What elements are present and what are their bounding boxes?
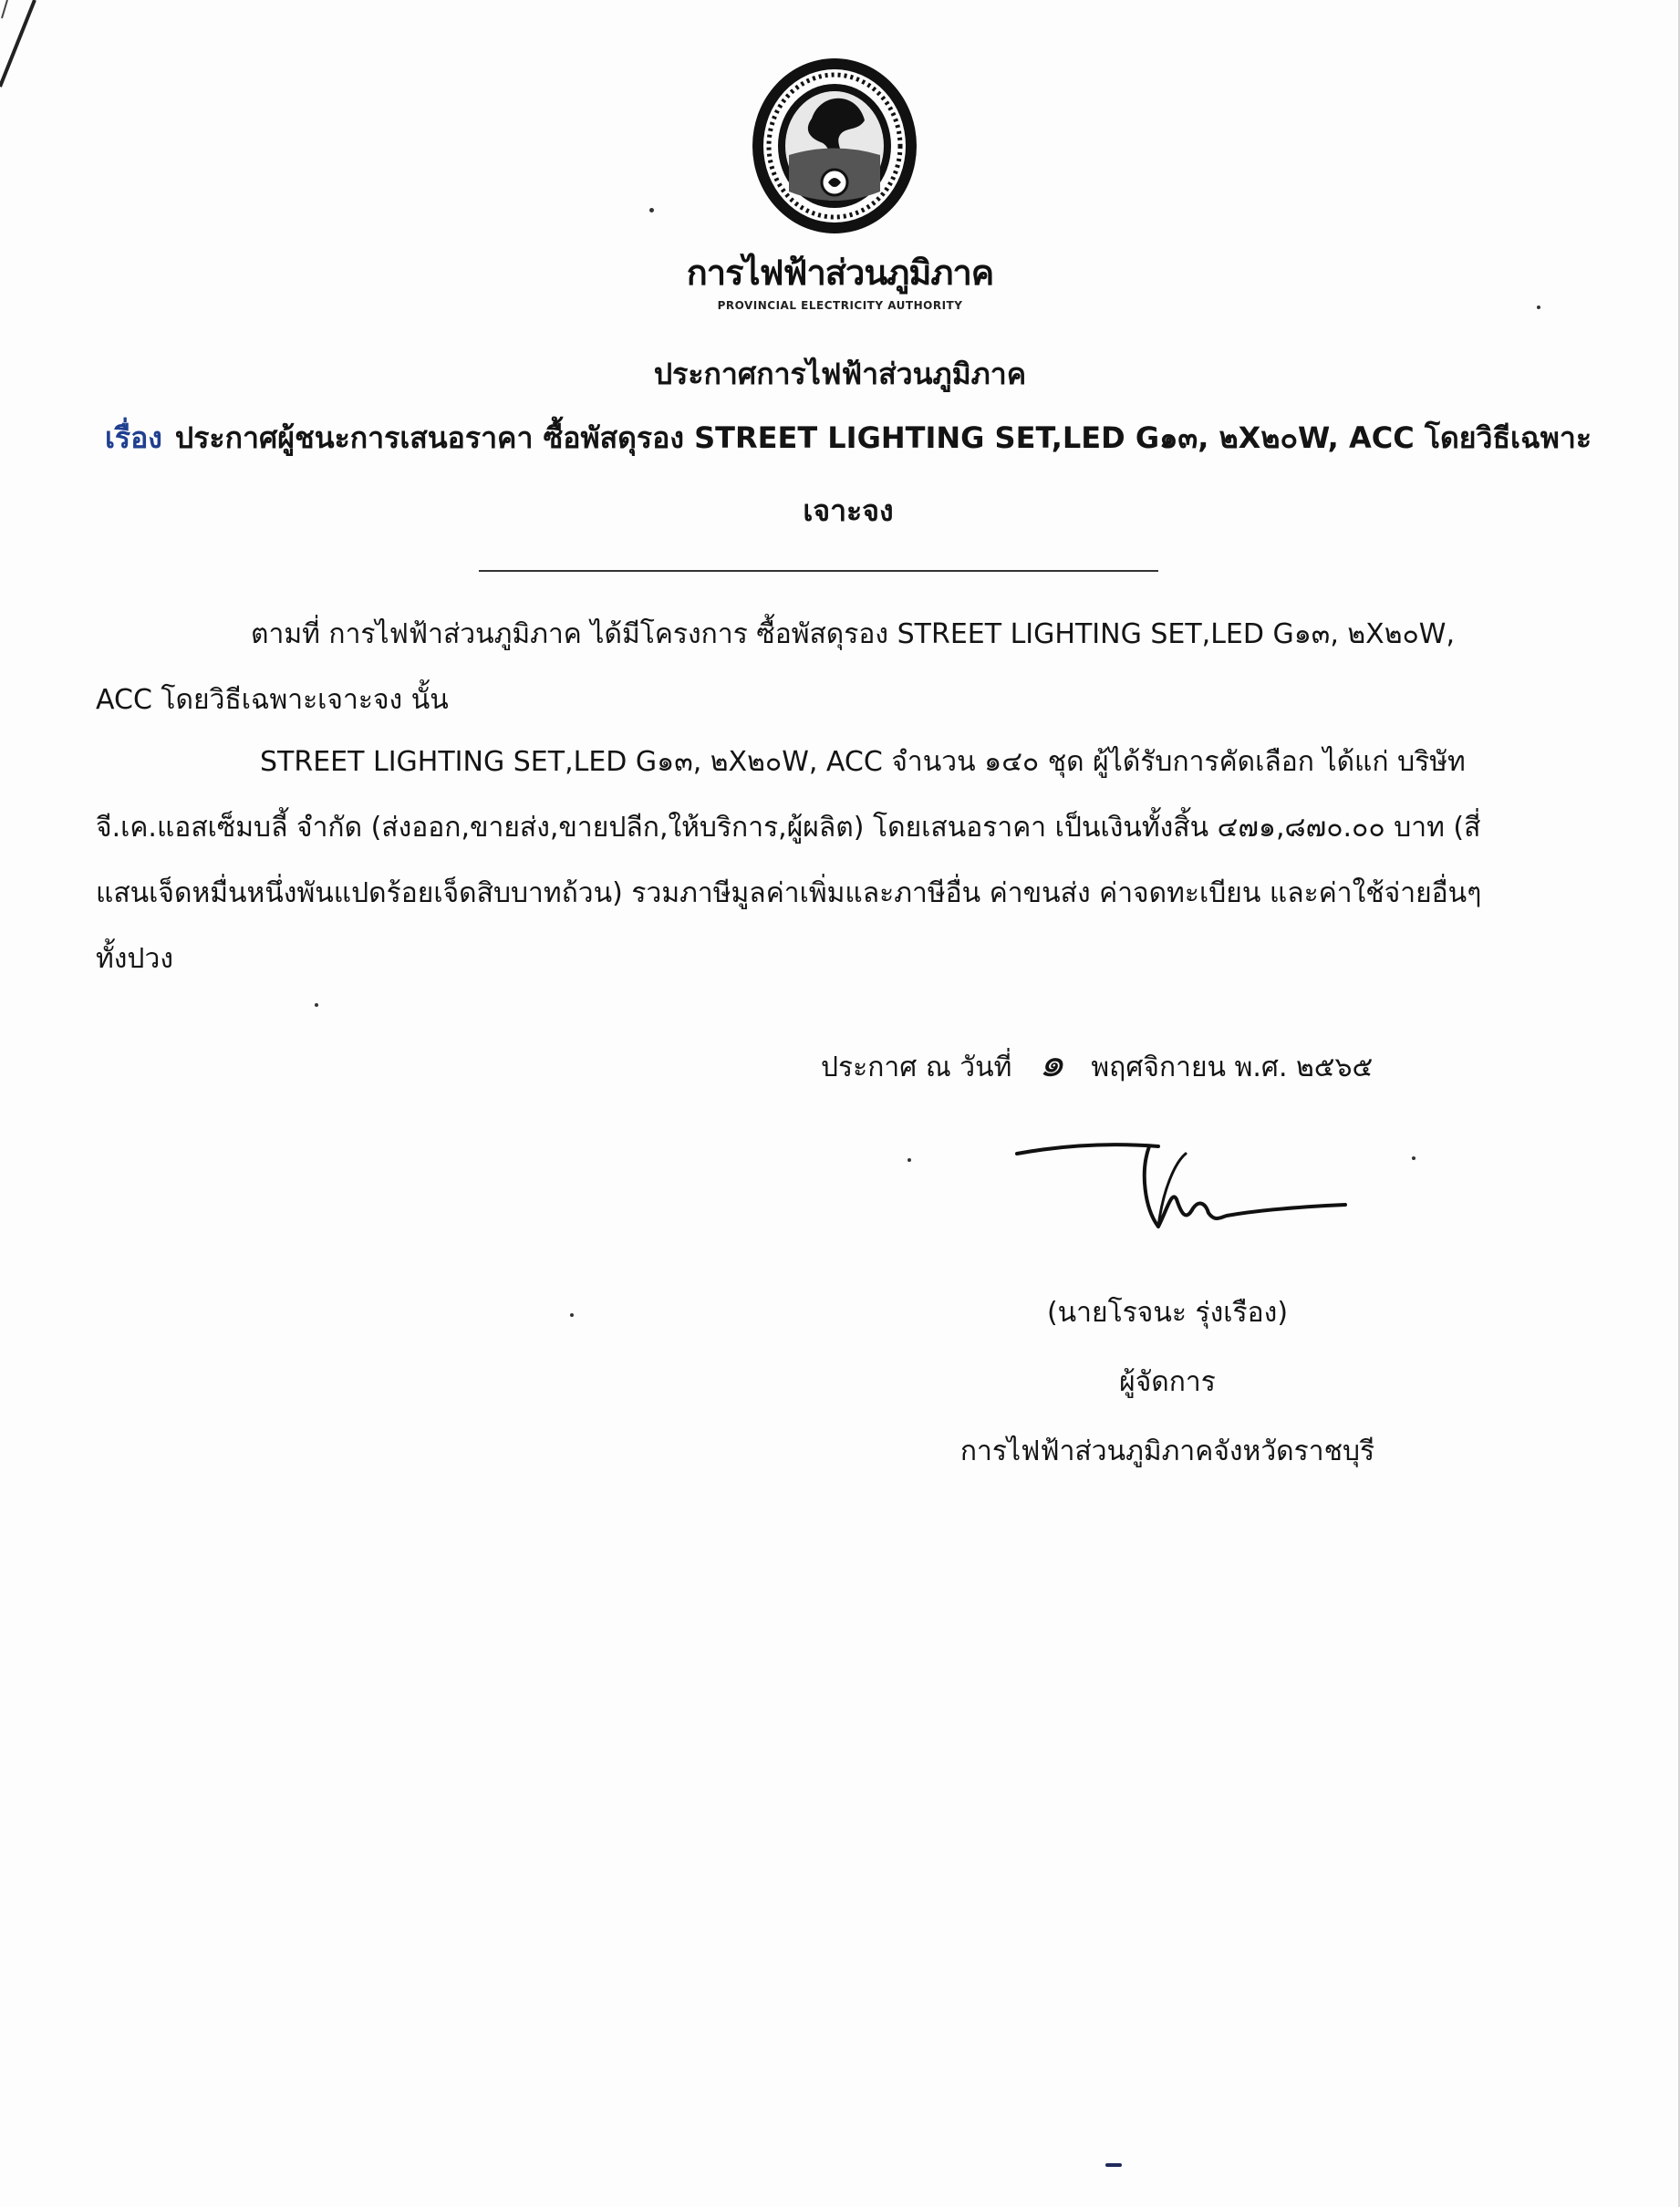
announcement-subject [100,401,1596,547]
handwritten-signature [1012,1135,1350,1245]
date-prefix: ประกาศ ณ วันที่ [821,1052,1012,1083]
pea-seal-logo [748,55,921,237]
signatory-name: (นายโรจนะ รุ่งเรือง) [1046,1297,1289,1329]
announcement-heading: ประกาศการไฟฟ้าส่วนภูมิภาค [653,357,1027,391]
subject-text: ประกาศผู้ชนะการเสนอราคา ซื้อพัสดุรอง STREET LIGHTING SET,LED G๑๓, ๒X๒๐W, ACC โดยวิธีเฉพาะเจาะจง [174,420,1592,528]
scan-edge-mark [0,0,55,109]
organization-name-english: PROVINCIAL ELECTRICITY AUTHORITY [717,299,963,312]
heading-divider [479,570,1158,572]
organization-name-thai: การไฟฟ้าส่วนภูมิภาค [686,253,994,293]
date-month-year: พฤศจิกายน พ.ศ. ๒๕๖๕ [1091,1052,1374,1083]
announcement-date [821,1031,1373,1094]
scan-speck [1537,306,1540,309]
scan-speck [570,1313,574,1317]
scan-speck [1105,2163,1122,2167]
body-paragraph-1: ตามที่ การไฟฟ้าส่วนภูมิภาค ได้มีโครงการ ซื้อพัสดุรอง STREET LIGHTING SET,LED G๑๓, ๒X๒๐W, ACC โดยวิธีเฉพาะเจาะจง นั้น [96,618,1455,716]
scan-speck [315,1003,318,1007]
scan-speck [649,208,654,212]
date-day-handwritten: ๑ [1038,1040,1064,1086]
scan-speck [907,1158,911,1162]
body-paragraph-2: STREET LIGHTING SET,LED G๑๓, ๒X๒๐W, ACC จำนวน ๑๔๐ ชุด ผู้ได้รับการคัดเลือก ได้แก่ บริษัท จี.เค.แอสเซ็มบลี้ จำกัด (ส่งออก,ขายส่ง,ขายปลีก,ให้บริการ,ผู้ผลิต) โดยเสนอราคา เป็นเงินทั้งสิ้น ๔๗๑,๘๗๐.๐๐ บาท (สี่แสนเจ็ดหมื่นหนึ่งพันแปดร้อยเจ็ดสิบบาทถ้วน) รวมภาษีมูลค่าเพิ่มและภาษีอื่น ค่าขนส่ง ค่าจดทะเบียน และค่าใช้จ่ายอื่นๆ ทั้งปวง [96,746,1482,975]
scan-speck [1412,1156,1416,1160]
signatory-position: ผู้จัดการ [1119,1366,1216,1398]
signatory-office: การไฟฟ้าส่วนภูมิภาคจังหวัดราชบุรี [959,1435,1375,1467]
subject-label: เรื่อง [104,420,162,455]
